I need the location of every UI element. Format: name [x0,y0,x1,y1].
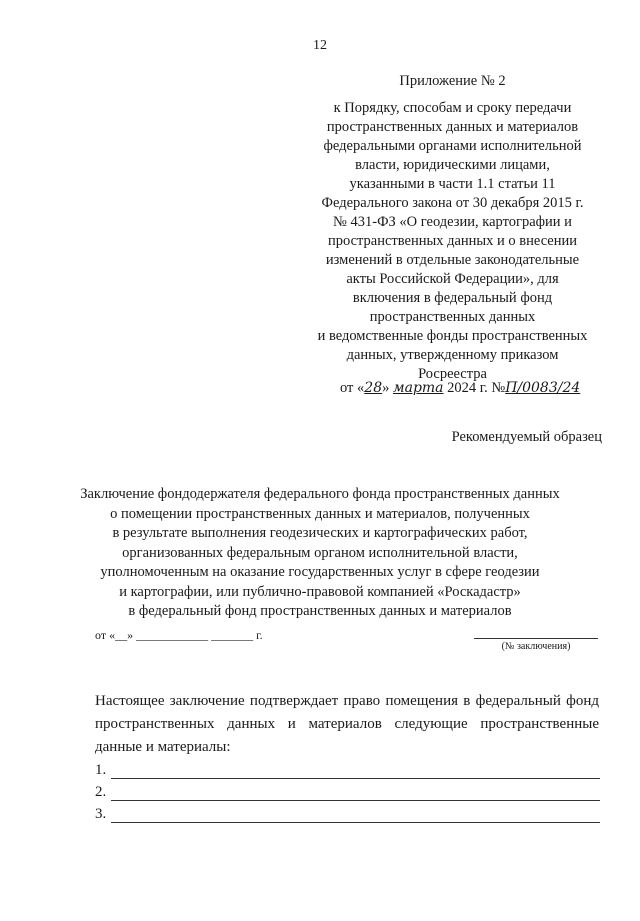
materials-list [95,757,600,823]
appendix-title: Приложение № 2 [399,73,506,89]
list-item-number: 2. [95,784,107,800]
order-year: 2024 г. № [447,380,506,396]
list-item-blank-line[interactable] [111,786,600,801]
order-day-handwritten: 28 [364,380,383,396]
appendix-line: акты Российской Федерации», для [346,271,559,287]
conclusion-number-caption: (№ заключения) [501,641,571,652]
appendix-line: включения в федеральный фонд [352,290,553,306]
order-number-handwritten: П/0083/24 [505,380,581,396]
document-title [70,485,570,622]
title-line: в результате выполнения геодезических и картографических работ, [112,525,528,541]
appendix-line: пространственных данных [369,309,536,325]
list-item-number: 3. [95,806,107,822]
appendix-line: указанными в части 1.1 статьи 11 [349,176,556,192]
order-prefix: от « [340,380,365,396]
order-mid: » [382,380,390,396]
order-month-handwritten: марта [392,380,444,396]
confirmation-paragraph: Настоящее заключение подтверждает право помещения в федеральный фонд пространственных данных и материалов следующие пространственные данные и материалы: [95,693,599,755]
order-date-number [340,380,610,397]
title-line: Заключение фондодержателя федерального фонда пространственных данных [80,486,560,502]
list-item-blank-line[interactable] [111,808,600,823]
appendix-line: пространственных данных и материалов [326,119,579,135]
conclusion-date-field[interactable]: от «__» ____________ _______ г. [95,628,263,642]
appendix-line: власти, юридическими лицами, [355,157,550,173]
list-item [95,801,600,823]
appendix-line: к Порядку, способам и сроку передачи [333,100,572,116]
appendix-line: Федерального закона от 30 декабря 2015 г. [321,195,584,211]
list-item [95,757,600,779]
appendix-line: пространственных данных и о внесении [327,233,578,249]
title-line: о помещении пространственных данных и материалов, полученных [110,505,530,522]
list-item [95,779,600,801]
appendix-block [300,72,605,384]
appendix-line: и ведомственные фонды пространственных [317,328,588,344]
list-item-number: 1. [95,762,107,778]
recommended-sample-label: Рекомендуемый образец [451,429,602,445]
title-line: уполномоченным на оказание государственных услуг в сфере геодезии [100,564,540,580]
appendix-line: № 431-ФЗ «О геодезии, картографии и [333,214,572,230]
title-line: организованных федеральным органом исполнительной власти, [122,544,518,561]
page-number: 12 [313,38,327,53]
appendix-line: федеральными органами исполнительной [323,138,582,154]
title-line: и картографии, или публично-правовой компанией «Роскадастр» [119,583,521,600]
title-line: в федеральный фонд пространственных данных и материалов [128,603,512,619]
appendix-line: Росреестра [418,366,487,382]
appendix-line: изменений в отдельные законодательные [325,252,580,268]
list-item-blank-line[interactable] [111,764,600,779]
conclusion-number-field[interactable] [474,638,598,639]
appendix-line: данных, утвержденному приказом [346,347,559,363]
